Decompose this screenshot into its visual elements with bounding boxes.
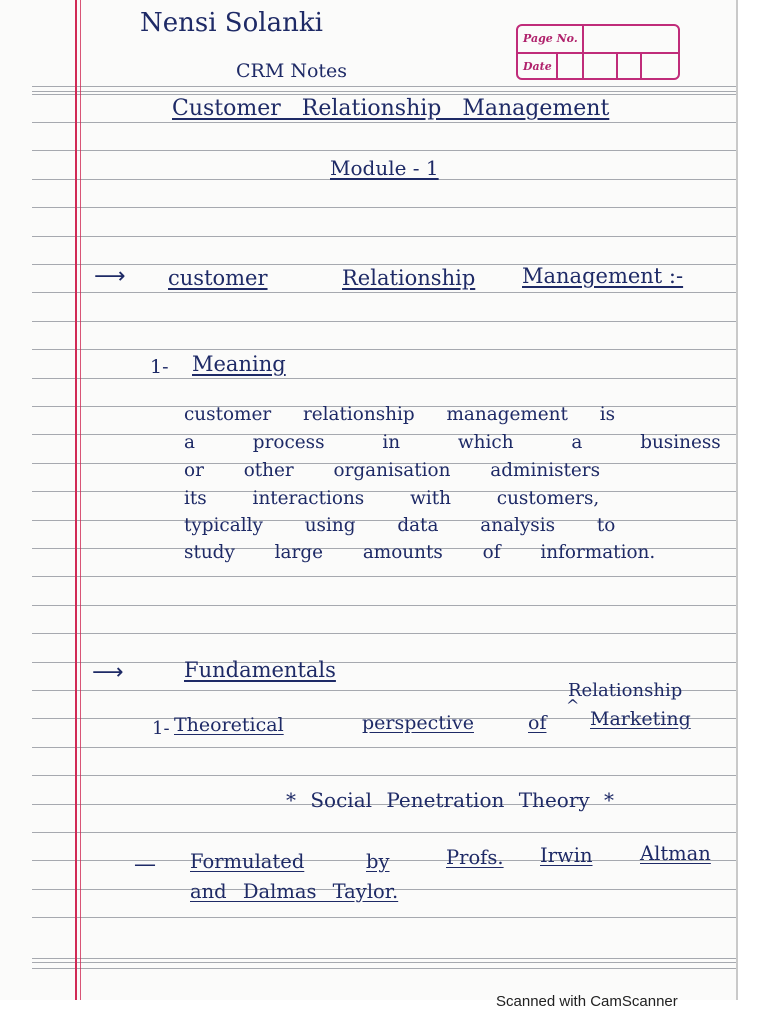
ruled-line — [32, 150, 738, 151]
meaning-heading: Meaning — [192, 352, 286, 376]
theory-heading: * Social Penetration Theory * — [286, 788, 615, 812]
ruled-line — [32, 236, 738, 237]
ruled-line — [32, 91, 738, 92]
section1-heading-word1: customer — [168, 266, 268, 290]
ruled-line — [32, 576, 738, 577]
ruled-line — [32, 917, 738, 918]
page-no-date-box — [516, 24, 680, 80]
notes-subject: CRM Notes — [236, 60, 348, 82]
ruled-line — [32, 349, 738, 350]
paragraph-line: study large amounts of information. — [184, 542, 656, 563]
formulated-line-2: and Dalmas Taylor. — [190, 880, 399, 903]
page-title: Customer Relationship Management — [172, 96, 610, 121]
ruled-line — [32, 968, 738, 969]
section1-heading-word3: Management :- — [522, 264, 684, 288]
fundamentals-heading: Fundamentals — [184, 658, 336, 682]
module-heading: Module - 1 — [330, 156, 439, 180]
point-word: of — [528, 712, 547, 734]
ruled-line — [32, 958, 738, 959]
ruled-line — [32, 775, 738, 776]
ruled-line — [32, 86, 738, 87]
scanner-watermark: Scanned with CamScanner — [496, 993, 678, 1010]
ruled-line — [32, 378, 738, 379]
dash: — — [134, 852, 156, 877]
ruled-line — [32, 832, 738, 833]
formulated-word: Altman — [640, 842, 711, 865]
ruled-line — [32, 962, 738, 963]
ruled-line — [32, 292, 738, 293]
ruled-line — [32, 747, 738, 748]
paragraph-line: or other organisation administers — [184, 460, 601, 481]
insert-caret: ^ — [566, 696, 580, 715]
arrow-icon: ⟶ — [92, 660, 124, 685]
formulated-word: Formulated — [190, 850, 305, 873]
point-number: 1- — [152, 718, 170, 739]
margin-line — [75, 0, 77, 1000]
insert-word: Relationship — [568, 680, 683, 701]
paragraph-line: a process in which a business — [184, 432, 721, 453]
date-label: Date — [523, 60, 552, 73]
paragraph-line: customer relationship management is — [184, 404, 616, 425]
point-word: Marketing — [590, 708, 691, 730]
paragraph-line: typically using data analysis to — [184, 515, 616, 536]
ruled-line — [32, 207, 738, 208]
student-name: Nensi Solanki — [140, 8, 323, 38]
page-no-label: Page No. — [523, 32, 578, 45]
ruled-line — [32, 633, 738, 634]
margin-line-secondary — [80, 0, 81, 1000]
formulated-word: Irwin — [540, 844, 593, 867]
arrow-icon: ⟶ — [94, 264, 126, 289]
section1-heading-word2: Relationship — [342, 266, 476, 290]
meaning-number: 1- — [150, 356, 169, 378]
ruled-line — [32, 605, 738, 606]
point-word: perspective — [362, 712, 474, 734]
ruled-line — [32, 662, 738, 663]
ruled-line — [32, 94, 738, 95]
point-word: Theoretical — [174, 714, 284, 736]
formulated-word: Profs. — [446, 846, 504, 869]
ruled-line — [32, 122, 738, 123]
paragraph-line: its interactions with customers, — [184, 488, 600, 509]
ruled-line — [32, 321, 738, 322]
page-edge — [736, 0, 738, 1000]
formulated-word: by — [366, 850, 390, 873]
